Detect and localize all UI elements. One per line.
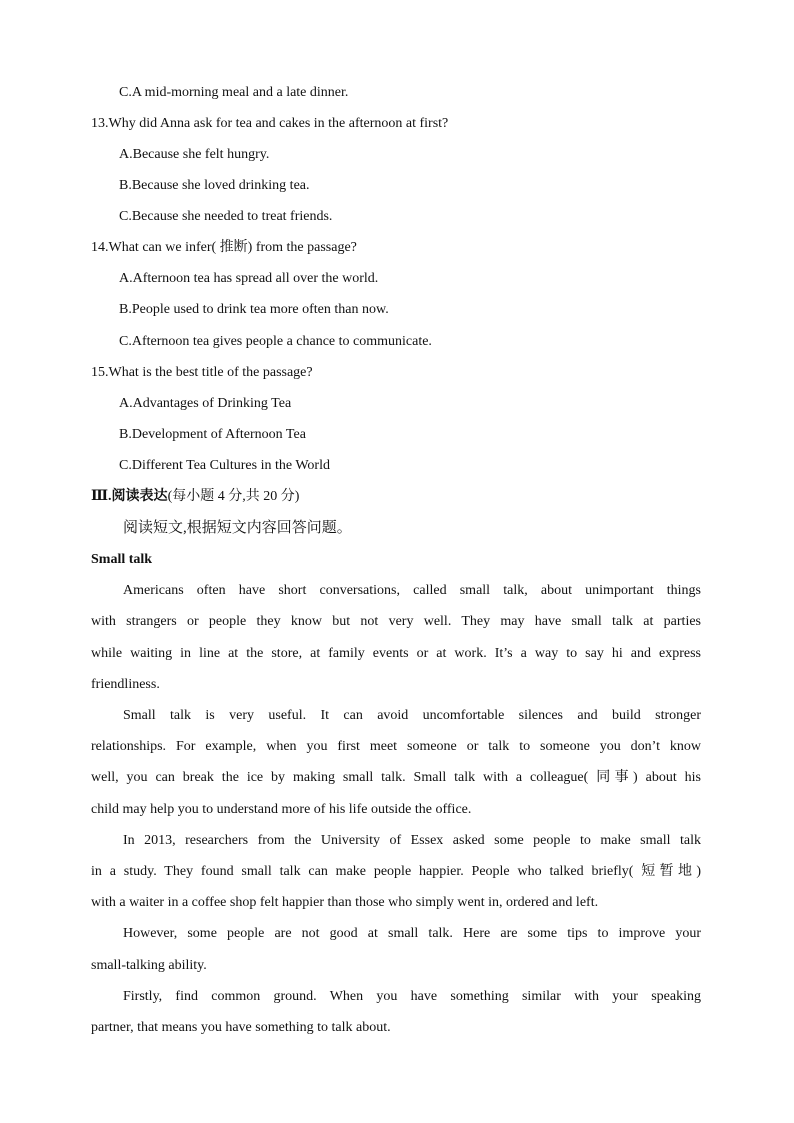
passage-line: in a study. They found small talk can make people happier. People who talked briefly( 短暂地) (91, 864, 701, 879)
passage-line: with strangers or people they know but not very well. They may have small talk at parties (91, 614, 701, 629)
passage-title: Small talk (91, 552, 153, 567)
passage-line: Small talk is very useful. It can avoid uncomfortable silences and build stronger (123, 708, 701, 723)
passage-line: small-talking ability. (91, 958, 207, 973)
option-13-c: C.Because she needed to treat friends. (119, 209, 333, 224)
option-14-c: C.Afternoon tea gives people a chance to communicate. (119, 334, 432, 349)
passage-line: friendliness. (91, 677, 160, 692)
question-14-stem: 14.What can we infer( 推断) from the passage? (91, 240, 357, 255)
question-13-stem: 13.Why did Anna ask for tea and cakes in the afternoon at first? (91, 116, 449, 131)
passage-line: Americans often have short conversations, called small talk, about unimportant things (123, 583, 701, 598)
passage-line: with a waiter in a coffee shop felt happier than those who simply went in, ordered and left. (91, 895, 599, 910)
section-heading-title: Ⅲ.阅读表达 (91, 489, 168, 504)
section-instruction: 阅读短文,根据短文内容回答问题。 (123, 520, 352, 536)
section-heading-points: (每小题 4 分,共 20 分) (167, 489, 300, 504)
passage-line: However, some people are not good at small talk. Here are some tips to improve your (123, 926, 701, 941)
passage-line: relationships. For example, when you first meet someone or talk to someone you don’t know (91, 739, 701, 754)
option-13-a: A.Because she felt hungry. (119, 147, 270, 162)
option-15-c: C.Different Tea Cultures in the World (119, 458, 330, 473)
option-15-a: A.Advantages of Drinking Tea (119, 396, 292, 411)
passage-line: while waiting in line at the store, at family events or at work. It’s a way to say hi and express (91, 646, 701, 661)
option-15-b: B.Development of Afternoon Tea (119, 427, 306, 442)
passage-line: In 2013, researchers from the University of Essex asked some people to make small talk (123, 833, 701, 848)
passage-line: partner, that means you have something to talk about. (91, 1020, 391, 1035)
option-14-a: A.Afternoon tea has spread all over the world. (119, 271, 379, 286)
section-heading (91, 488, 299, 506)
option-14-b: B.People used to drink tea more often than now. (119, 302, 389, 317)
option-13-b: B.Because she loved drinking tea. (119, 178, 310, 193)
question-15-stem: 15.What is the best title of the passage? (91, 365, 313, 380)
option-12-c: C.A mid-morning meal and a late dinner. (119, 85, 349, 100)
passage-line: child may help you to understand more of his life outside the office. (91, 802, 472, 817)
passage-line: Firstly, find common ground. When you have something similar with your speaking (123, 989, 701, 1004)
passage-line: well, you can break the ice by making small talk. Small talk with a colleague( 同事) about his (91, 770, 701, 785)
